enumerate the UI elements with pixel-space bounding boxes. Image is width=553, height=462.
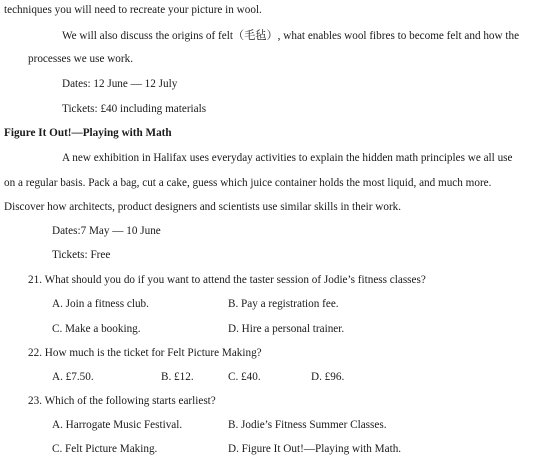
tickets-line: Tickets: £40 including materials — [62, 103, 207, 115]
text-line: A new exhibition in Halifax uses everyday activities to explain the hidden math principles we all use — [62, 152, 513, 164]
option-23-b: B. Jodie’s Fitness Summer Classes. — [228, 419, 387, 431]
option-21-a: A. Join a fitness club. — [52, 298, 149, 310]
option-22-d: D. £96. — [311, 371, 345, 383]
option-22-c: C. £40. — [228, 371, 261, 383]
text-line: processes we use work. — [28, 53, 134, 65]
text-line: techniques you will need to recreate your picture in wool. — [4, 4, 262, 16]
dates-line: Dates:7 May — 10 June — [52, 225, 161, 237]
option-23-c: C. Felt Picture Making. — [52, 443, 158, 455]
option-23-a: A. Harrogate Music Festival. — [52, 419, 183, 431]
tickets-line: Tickets: Free — [52, 249, 111, 261]
option-22-a: A. £7.50. — [52, 371, 94, 383]
question-21: 21. What should you do if you want to attend the taster session of Jodie’s fitness classes? — [28, 274, 426, 286]
question-22: 22. How much is the ticket for Felt Picture Making? — [28, 347, 262, 359]
text-line: We will also discuss the origins of felt（毛毡）, what enables wool fibres to become felt and how the — [62, 30, 520, 42]
section-heading: Figure It Out!—Playing with Math — [4, 127, 172, 139]
option-21-d: D. Hire a personal trainer. — [228, 323, 345, 335]
option-21-b: B. Pay a registration fee. — [228, 298, 339, 310]
option-22-b: B. £12. — [161, 371, 194, 383]
option-23-d: D. Figure It Out!—Playing with Math. — [228, 443, 402, 455]
option-21-c: C. Make a booking. — [52, 323, 141, 335]
question-23: 23. Which of the following starts earliest? — [28, 395, 216, 407]
dates-line: Dates: 12 June — 12 July — [62, 78, 178, 90]
text-line: Discover how architects, product designers and scientists use similar skills in their work. — [4, 201, 402, 213]
text-line: on a regular basis. Pack a bag, cut a cake, guess which juice container holds the most liquid, and much more. — [4, 177, 492, 189]
